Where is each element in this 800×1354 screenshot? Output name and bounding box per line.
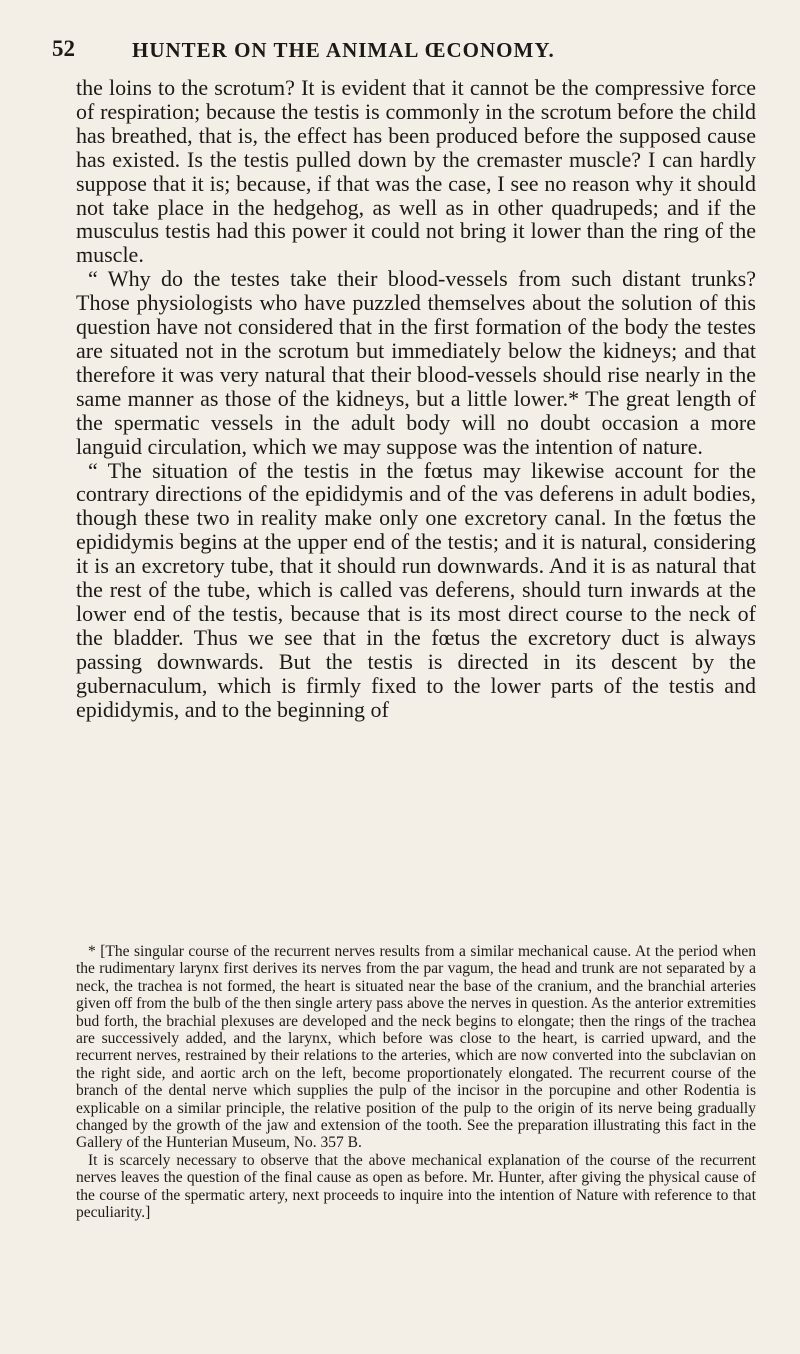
page-header xyxy=(52,36,732,72)
page-number: 52 xyxy=(52,36,75,61)
paragraph: “ The situation of the testis in the fœtus may likewise account for the contrary directions of the epididymis and of the vas deferens in adult bodies, though these two in reality make only one excretory canal. In the fœtus the epididymis begins at the upper end of the testis; and it is natural, considering it is an excretory tube, that it should run downwards. And it is as natural that the rest of the tube, which is called vas deferens, should turn inwards at the lower end of the testis, because that is its most direct course to the neck of the bladder. Thus we see that in the fœtus the excretory duct is always passing downwards. But the testis is directed in its descent by the gubernaculum, which is firmly fixed to the lower parts of the testis and epididymis, and to the beginning of xyxy=(76,457,756,722)
footnote: * [The singular course of the recurrent nerves results from a similar mechanical cause. At the period when the rudimentary larynx first derives its nerves from the par vagum, the head and trunk are not separated by a neck, the trachea is not formed, the heart is situated near the base of the cranium, and the branchial arteries given off from the bulb of the then single artery pass above the nerves in question. As the anterior extremities bud forth, the brachial plexuses are developed and the neck begins to elongate; then the rings of the trachea are successively added, and the larynx, which before was close to the heart, is carried upward, and the recurrent nerves, restrained by their relations to the arteries, which are now converted into the subclavian on the right side, and aortic arch on the left, become proportionately elongated. The recurrent course of the branch of the dental nerve which supplies the pulp of the incisor in the porcupine and other Rodentia is explicable on a similar principle, the relative position of the pulp to the origin of its nerve being gradually changed by the growth of the jaw and extension of the tooth. See the preparation illustrating this fact in the Gallery of the Hunterian Museum, No. 357 B. xyxy=(76,943,756,1152)
running-head: HUNTER ON THE ANIMAL ŒCONOMY. xyxy=(132,38,555,62)
footnote: It is scarcely necessary to observe that the above mechanical explanation of the course of the recurrent nerves leaves the question of the final cause as open as before. Mr. Hunter, after giving the physical cause of the course of the spermatic artery, next proceeds to inquire into the intention of Nature with reference to that peculiarity.] xyxy=(76,1151,756,1222)
main-text xyxy=(76,76,756,721)
paragraph: the loins to the scrotum? It is evident that it cannot be the compressive force of respiration; because the testis is commonly in the scrotum before the child has breathed, that is, the effect has been produced before the supposed cause has existed. Is the testis pulled down by the cremaster muscle? I can hardly suppose that it is; because, if that was the case, I see no reason why it should not take place in the hedgehog, as well as in other quadrupeds; and if the musculus testis had this power it could not bring it lower than the ring of the muscle. xyxy=(76,75,756,268)
paragraph: “ Why do the testes take their blood-vessels from such distant trunks? Those physiologists who have puzzled themselves about the solution of this question have not considered that in the first formation of the body the testes are situated not in the scrotum but immediately below the kidneys; and that therefore it was very natural that their blood-vessels should rise nearly in the same manner as those of the kidneys, but a little lower.* The great length of the spermatic vessels in the adult body will no doubt occasion a more languid circulation, which we may suppose was the intention of nature. xyxy=(76,266,756,459)
footnote-block xyxy=(76,943,756,1222)
